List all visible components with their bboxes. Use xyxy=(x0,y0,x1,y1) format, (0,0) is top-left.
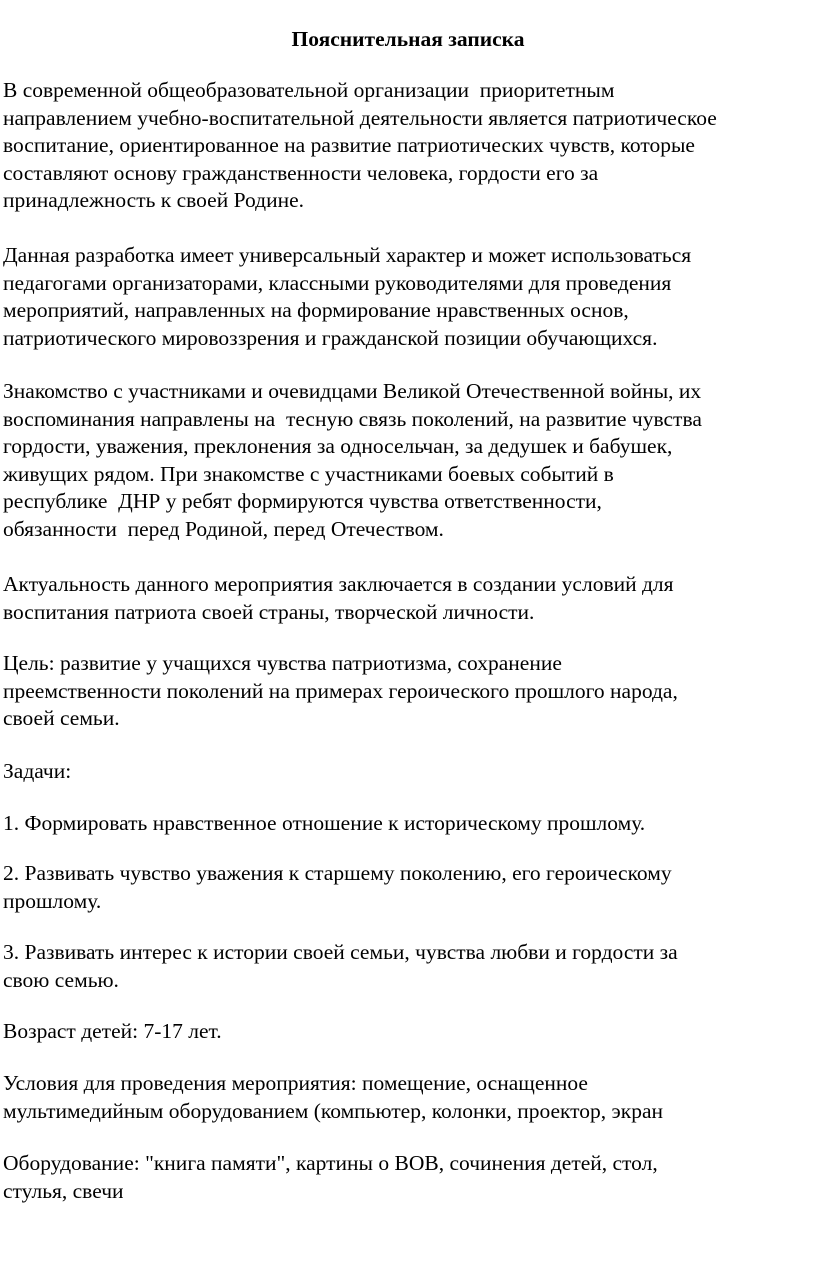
paragraph-age xyxy=(3,1018,815,1046)
text-line: Задачи: xyxy=(3,759,72,783)
text-line: мероприятий, направленных на формирование нравственных основ, xyxy=(3,298,629,322)
text-line: Актуальность данного мероприятия заключается в создании условий для xyxy=(3,572,674,596)
text-line: воспоминания направлены на тесную связь поколений, на развитие чувства xyxy=(3,406,702,431)
text-line: республике ДНР у ребят формируются чувства ответственности, xyxy=(3,489,602,513)
text-line: мультимедийным оборудованием (компьютер, колонки, проектор, экран xyxy=(3,1098,664,1123)
paragraph-development xyxy=(3,242,815,352)
task-item-2 xyxy=(3,860,815,915)
paragraph-introduction xyxy=(3,77,815,215)
text-line: прошлому. xyxy=(3,888,102,913)
text-line: направлением учебно-воспитательной деятельности является патриотическое xyxy=(3,105,717,130)
text-line: гордости, уважения, преклонения за односельчан, за дедушек и бабушек, xyxy=(3,434,673,458)
text-line: Знакомство с участниками и очевидцами Великой Отечественной войны, их xyxy=(3,379,702,403)
text-line: Цель: развитие у учащихся чувства патриотизма, сохранение xyxy=(3,651,562,675)
paragraph-conditions xyxy=(3,1070,815,1125)
paragraph-goal xyxy=(3,650,815,733)
text-line: Условия для проведения мероприятия: помещение, оснащенное xyxy=(3,1071,588,1095)
paragraph-relevance xyxy=(3,571,815,626)
paragraph-tasks-heading xyxy=(3,758,815,786)
text-line: 3. Развивать интерес к истории своей семьи, чувства любви и гордости за xyxy=(3,940,678,964)
text-line: свою семью. xyxy=(3,967,119,992)
task-item-3 xyxy=(3,939,815,994)
text-line: живущих рядом. При знакомстве с участниками боевых событий в xyxy=(3,461,614,486)
text-line: воспитания патриота своей страны, творческой личности. xyxy=(3,599,535,624)
text-line: В современной общеобразовательной организации приоритетным xyxy=(3,78,615,102)
text-line: преемственности поколений на примерах героического прошлого народа, xyxy=(3,678,678,703)
text-line: Оборудование: "книга памяти", картины о ВОВ, сочинения детей, стол, xyxy=(3,1151,658,1175)
text-line: Возраст детей: 7-17 лет. xyxy=(3,1019,222,1043)
text-line: своей семьи. xyxy=(3,706,120,730)
text-line: принадлежность к своей Родине. xyxy=(3,188,305,212)
text-line: 1. Формировать нравственное отношение к историческому прошлому. xyxy=(3,811,646,835)
paragraph-acquaintance xyxy=(3,378,815,543)
text-line: педагогами организаторами, классными руководителями для проведения xyxy=(3,270,672,295)
text-line: патриотического мировоззрения и гражданской позиции обучающихся. xyxy=(3,325,658,350)
document-title: Пояснительная записка xyxy=(291,27,525,51)
paragraph-equipment xyxy=(3,1150,815,1205)
task-item-1 xyxy=(3,810,815,838)
text-line: воспитание, ориентированное на развитие патриотических чувств, которые xyxy=(3,133,695,157)
text-line: 2. Развивать чувство уважения к старшему поколению, его героическому xyxy=(3,861,672,885)
text-line: стулья, свечи xyxy=(3,1178,124,1203)
text-line: обязанности перед Родиной, перед Отечеством. xyxy=(3,516,444,541)
text-line: Данная разработка имеет универсальный характер и может использоваться xyxy=(3,243,692,267)
text-line: составляют основу гражданственности человека, гордости его за xyxy=(3,160,599,185)
